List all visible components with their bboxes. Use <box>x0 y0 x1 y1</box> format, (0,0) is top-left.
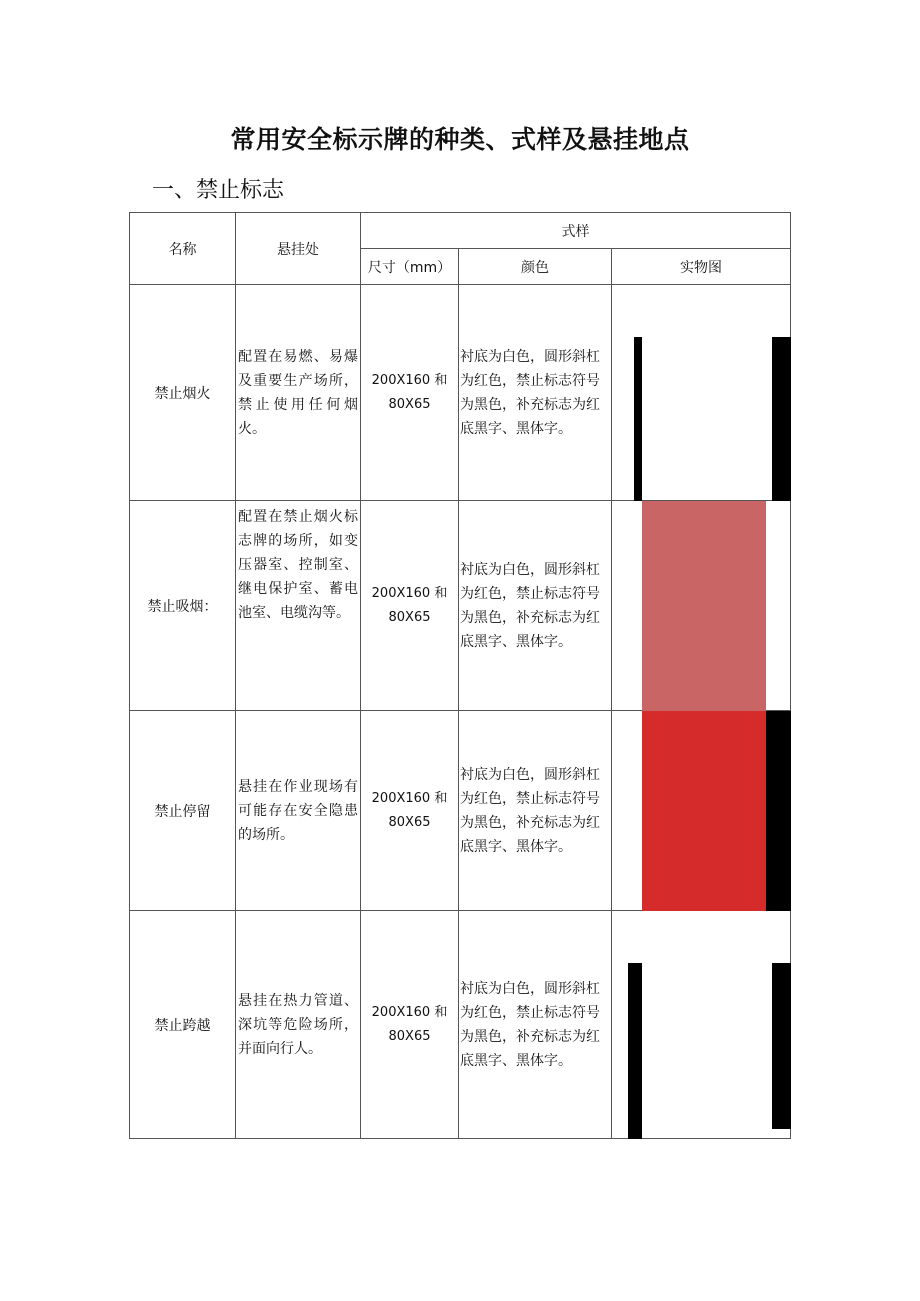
sign-photo <box>612 285 791 501</box>
sign-color: 衬底为白色，圆形斜杠为红色，禁止标志符号为黑色，补充标志为红底黑字、黑体字。 <box>459 501 612 711</box>
sign-color: 衬底为白色，圆形斜杠为红色，禁止标志符号为黑色，补充标志为红底黑字、黑体字。 <box>459 911 612 1139</box>
sign-color: 衬底为白色，圆形斜杠为红色，禁止标志符号为黑色，补充标志为红底黑字、黑体字。 <box>459 711 612 911</box>
table-row <box>130 501 791 711</box>
table-row <box>130 911 791 1139</box>
sign-color: 衬底为白色，圆形斜杠为红色，禁止标志符号为黑色，补充标志为红底黑字、黑体字。 <box>459 285 612 501</box>
header-location: 悬挂处 <box>236 213 361 285</box>
table-row <box>130 285 791 501</box>
safety-sign-table <box>129 212 791 1139</box>
header-name: 名称 <box>130 213 236 285</box>
sign-photo <box>612 711 791 911</box>
section-heading: 一、禁止标志 <box>152 178 285 203</box>
sign-size: 200X160 和 80X65 <box>361 285 459 501</box>
header-color: 颜色 <box>459 249 612 285</box>
table-row <box>130 711 791 911</box>
sign-size: 200X160 和 80X65 <box>361 911 459 1139</box>
photo-black-bar-right <box>772 337 791 501</box>
header-photo: 实物图 <box>612 249 791 285</box>
photo-red-block <box>642 711 766 911</box>
sign-photo <box>612 501 791 711</box>
sign-name: 禁止停留 <box>130 711 236 911</box>
header-row-1 <box>130 213 791 249</box>
page-title: 常用安全标示牌的种类、式样及悬挂地点 <box>230 125 690 154</box>
sign-size: 200X160 和 80X65 <box>361 711 459 911</box>
photo-black-bar-left <box>634 337 642 501</box>
header-style: 式样 <box>361 213 791 249</box>
sign-photo <box>612 911 791 1139</box>
header-size: 尺寸（mm） <box>361 249 459 285</box>
sign-location: 悬挂在作业现场有可能存在安全隐患的场所。 <box>236 711 361 911</box>
photo-black-bar-right <box>766 711 791 911</box>
sign-name: 禁止吸烟： <box>130 501 236 711</box>
sign-size: 200X160 和 80X65 <box>361 501 459 711</box>
sign-name: 禁止烟火 <box>130 285 236 501</box>
sign-location: 悬挂在热力管道、深坑等危险场所，并面向行人。 <box>236 911 361 1139</box>
photo-black-bar-right <box>772 963 791 1129</box>
sign-location: 配置在易燃、易爆及重要生产场所，禁止使用任何烟火。 <box>236 285 361 501</box>
sign-location: 配置在禁止烟火标志牌的场所，如变压器室、控制室、继电保护室、蓄电池室、电缆沟等。 <box>236 501 361 711</box>
photo-black-bar-left <box>628 963 642 1139</box>
sign-name: 禁止跨越 <box>130 911 236 1139</box>
photo-faded-red-block <box>642 501 766 711</box>
